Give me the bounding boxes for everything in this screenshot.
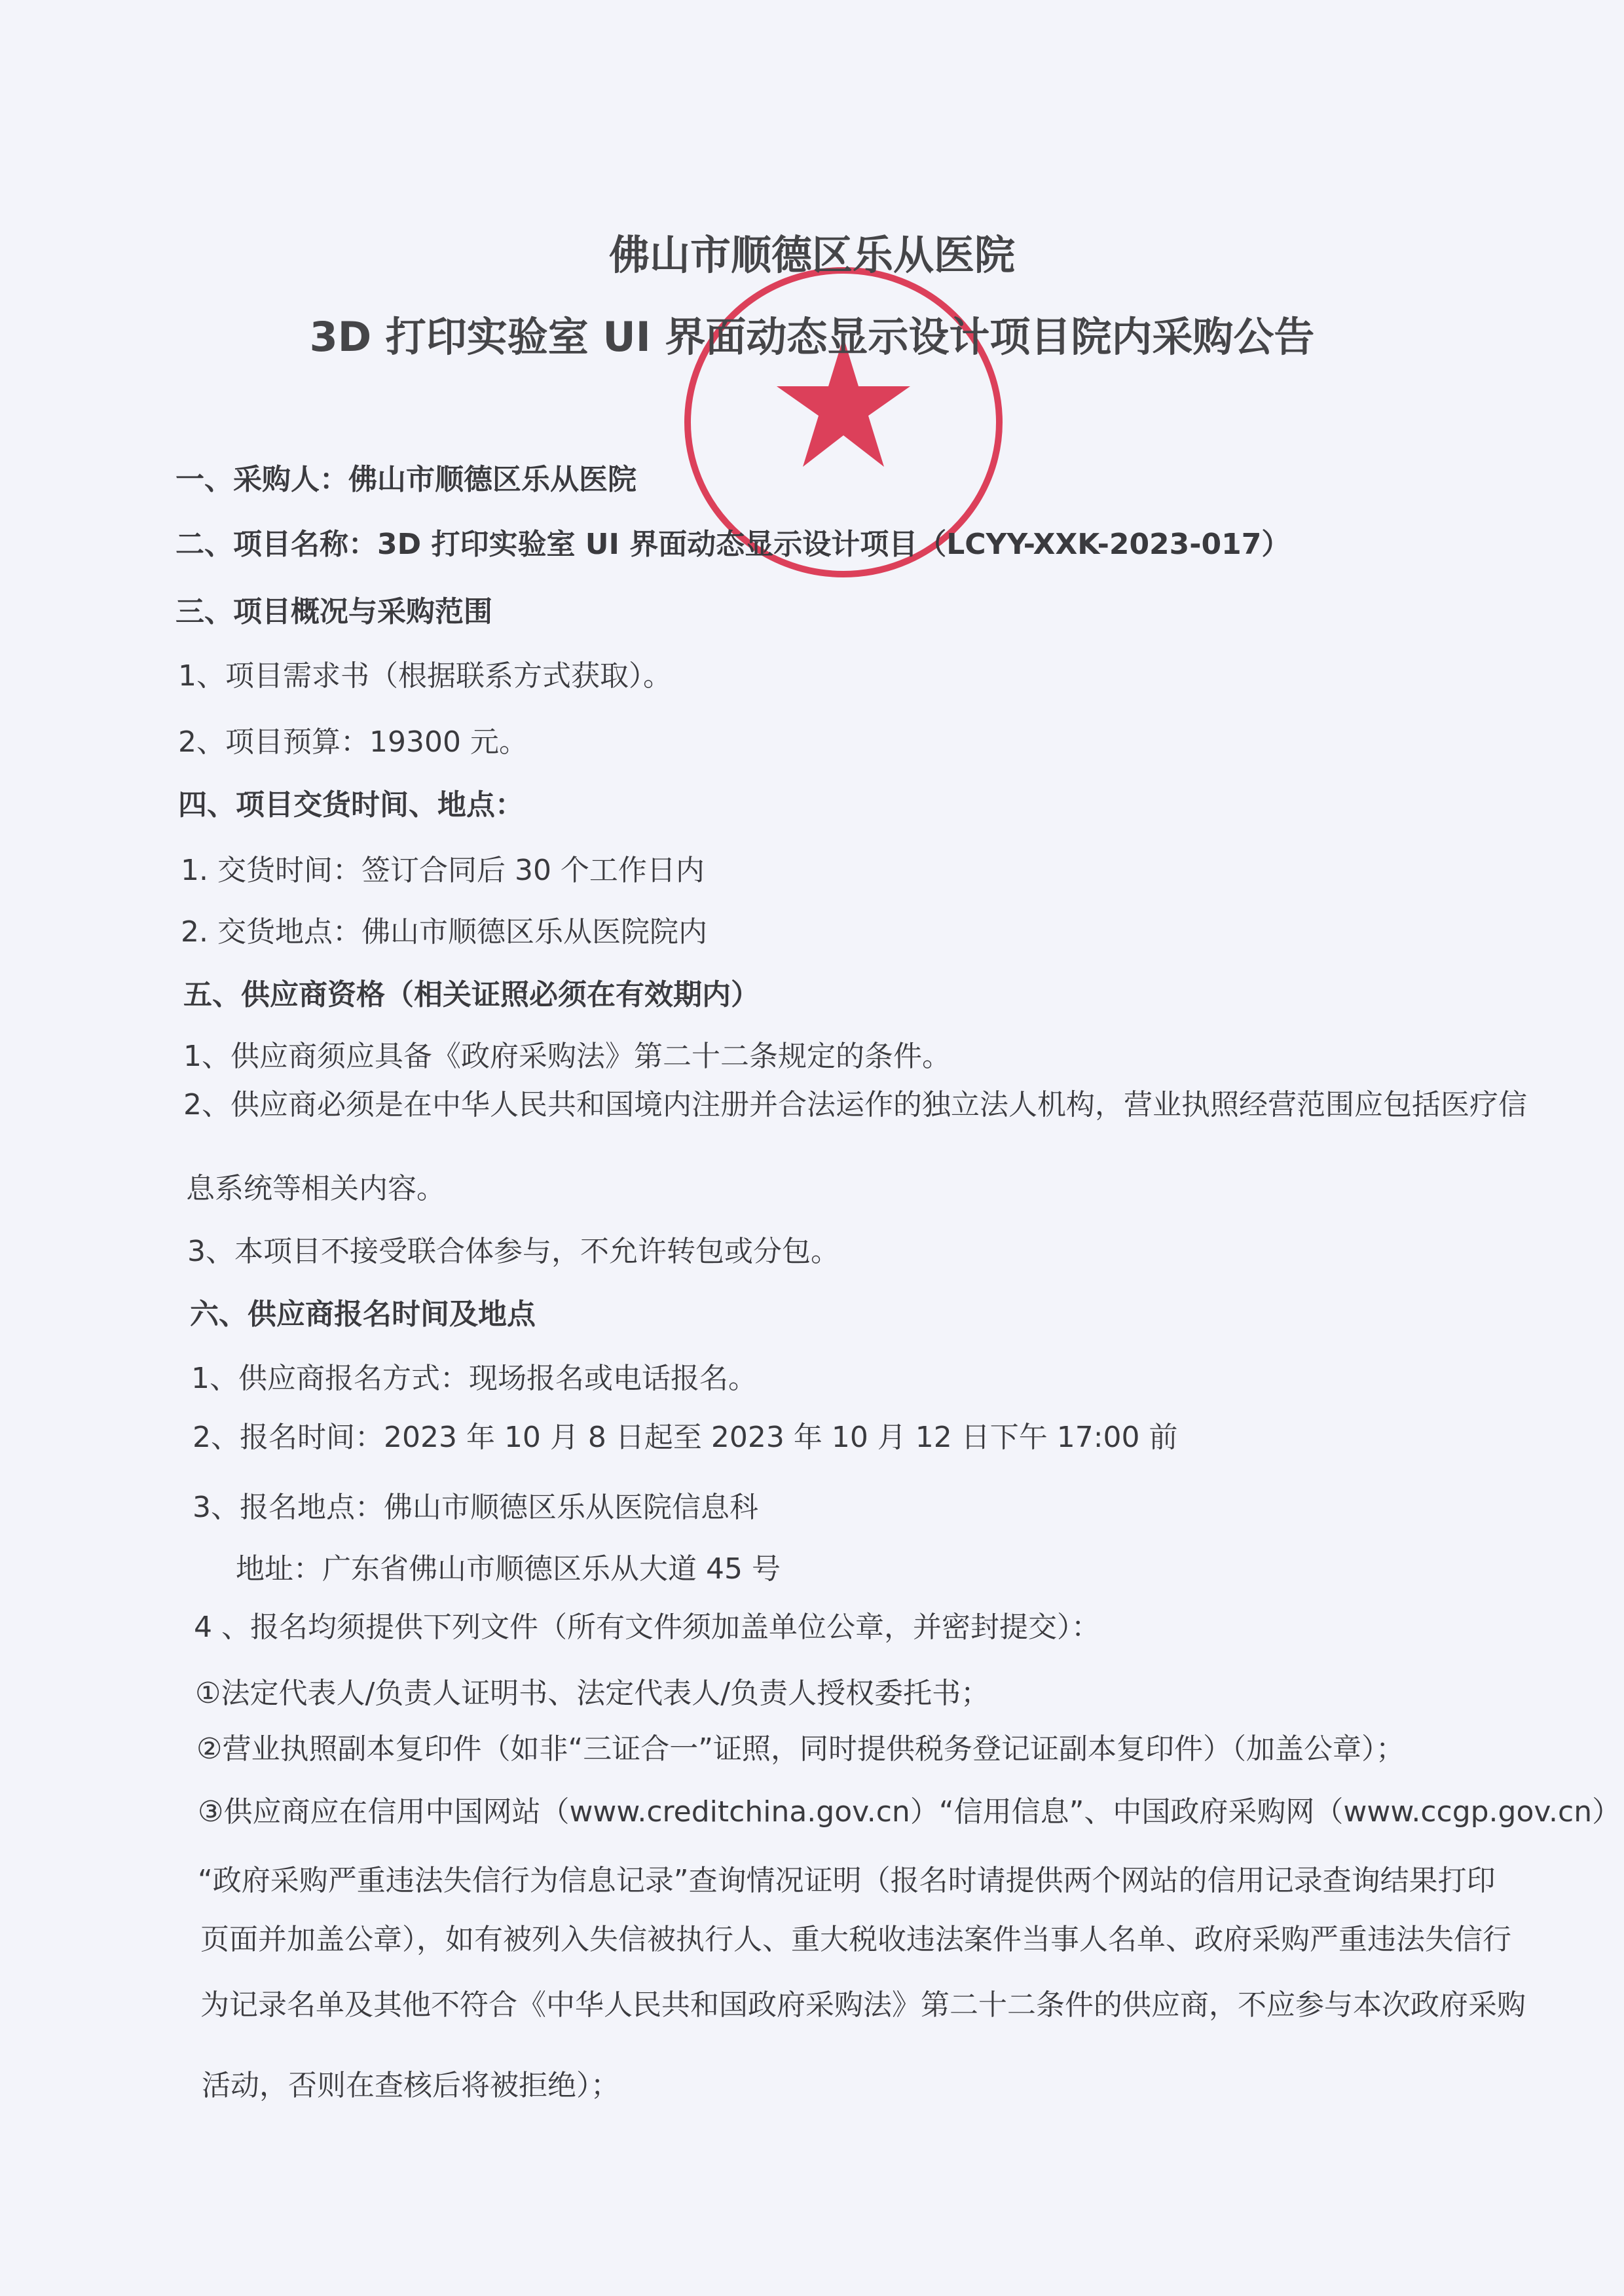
list-item: 2、项目预算：19300 元。 [178, 725, 528, 759]
list-item: 1、项目需求书（根据联系方式获取）。 [178, 659, 672, 693]
list-item: 2、供应商必须是在中华人民共和国境内注册并合法运作的独立法人机构，营业执照经营范围应包括医疗信 [183, 1088, 1527, 1121]
document-title: 佛山市顺德区乐从医院 [608, 231, 1015, 279]
list-item: 1. 交货时间：签订合同后 30 个工作日内 [181, 854, 705, 887]
list-item: 3、报名地点：佛山市顺德区乐从医院信息科 [193, 1491, 758, 1524]
section-overview-heading: 三、项目概况与采购范围 [175, 595, 492, 629]
section-buyer: 一、采购人：佛山市顺德区乐从医院 [175, 463, 637, 496]
list-item-continuation: 为记录名单及其他不符合《中华人民共和国政府采购法》第二十二条件的供应商，不应参与本次政府采购 [200, 1988, 1526, 2022]
section-project-name: 二、项目名称：3D 打印实验室 UI 界面动态显示设计项目（LCYY-XXK-2023-017） [175, 528, 1291, 561]
list-item: ①法定代表人/负责人证明书、法定代表人/负责人授权委托书； [195, 1677, 990, 1710]
list-item-continuation: 活动，否则在查核后将被拒绝）； [202, 2069, 619, 2102]
list-item-continuation: 页面并加盖公章），如有被列入失信被执行人、重大税收违法案件当事人名单、政府采购严重违法失信行 [200, 1923, 1511, 1956]
section-registration-heading: 六、供应商报名时间及地点 [190, 1298, 536, 1331]
address-line: 地址：广东省佛山市顺德区乐从大道 45 号 [236, 1552, 781, 1586]
list-item: 1、供应商须应具备《政府采购法》第二十二条规定的条件。 [183, 1040, 951, 1073]
list-item: 3、本项目不接受联合体参与，不允许转包或分包。 [187, 1235, 840, 1268]
list-item-continuation: “政府采购严重违法失信行为信息记录”查询情况证明（报名时请提供两个网站的信用记录查询结果打印 [198, 1864, 1496, 1897]
document-subtitle: 3D 打印实验室 UI 界面动态显示设计项目院内采购公告 [309, 313, 1315, 361]
list-item: 2. 交货地点：佛山市顺德区乐从医院院内 [181, 915, 707, 949]
section-delivery-heading: 四、项目交货时间、地点： [178, 788, 524, 822]
section-qualification-heading: 五、供应商资格（相关证照必须在有效期内） [183, 978, 760, 1011]
list-item: 1、供应商报名方式：现场报名或电话报名。 [191, 1362, 757, 1395]
list-item: 2、报名时间：2023 年 10 月 8 日起至 2023 年 10 月 12 日下午 17:00 前 [193, 1421, 1178, 1454]
list-item: 4 、报名均须提供下列文件（所有文件须加盖单位公章，并密封提交）： [194, 1611, 1100, 1644]
list-item-continuation: 息系统等相关内容。 [186, 1172, 445, 1205]
list-item: ②营业执照副本复印件（如非“三证合一”证照，同时提供税务登记证副本复印件）（加盖公章）； [196, 1732, 1405, 1766]
list-item: ③供应商应在信用中国网站（www.creditchina.gov.cn）“信用信息”、中国政府采购网（www.ccgp.gov.cn） [198, 1795, 1621, 1829]
